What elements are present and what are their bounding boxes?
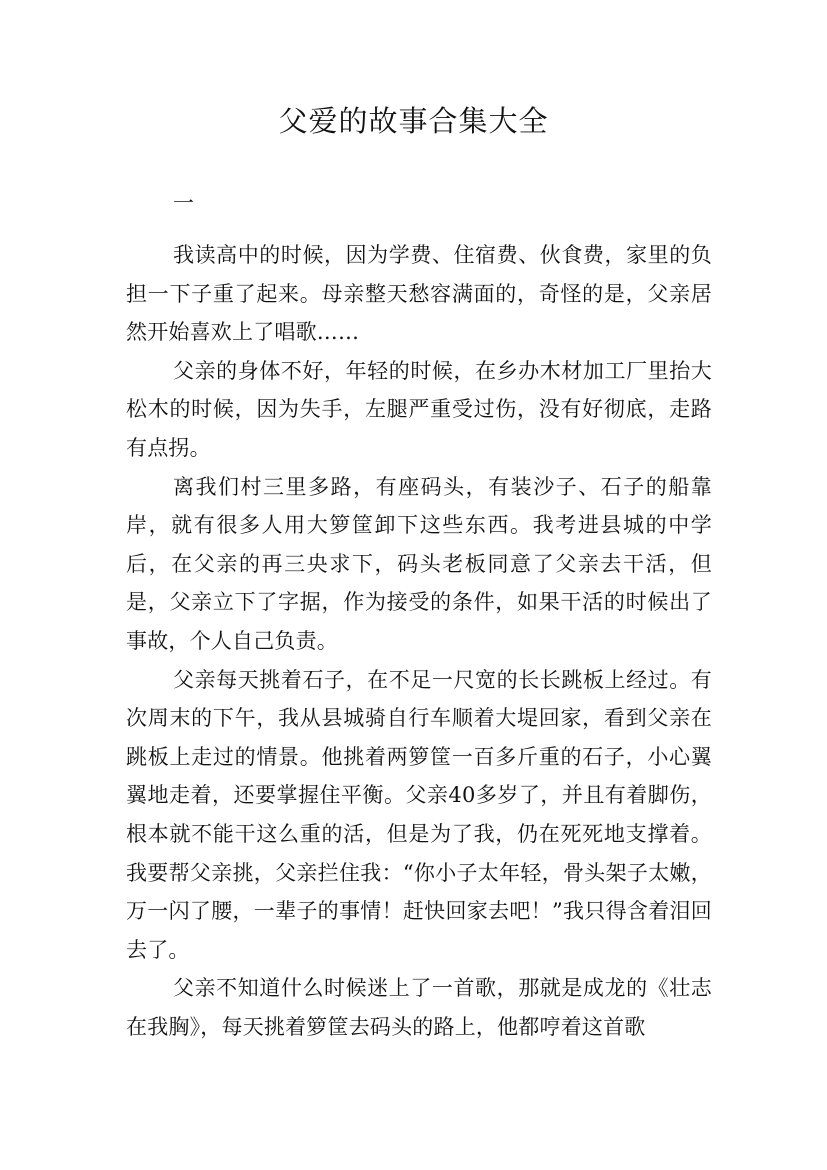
paragraph: 我读高中的时候，因为学费、住宿费、伙食费，家里的负担一下子重了起来。母亲整天愁容满面的，奇怪的是，父亲居然开始喜欢上了唱歌…… <box>126 243 712 345</box>
paragraph: 父亲不知道什么时候迷上了一首歌，那就是成龙的《壮志在我胸》，每天挑着箩筐去码头的路上，他都哼着这首歌 <box>126 976 712 1039</box>
section-number: 一 <box>173 191 194 215</box>
paragraph: 离我们村三里多路，有座码头，有装沙子、石子的船靠岸，就有很多人用大箩筐卸下这些东西。我考进县城的中学后，在父亲的再三央求下，码头老板同意了父亲去干活，但是，父亲立下了字据，作为接受的条件，如果干活的时候出了事故，个人自己负责。 <box>126 474 712 653</box>
document-title: 父爱的故事合集大全 <box>278 104 549 138</box>
document-body <box>126 184 712 1046</box>
paragraph: 父亲的身体不好，年轻的时候，在乡办木材加工厂里抬大松木的时候，因为失手，左腿严重受过伤，没有好彻底，走路有点拐。 <box>126 358 712 460</box>
paragraph: 父亲每天挑着石子，在不足一尺宽的长长跳板上经过。有次周末的下午，我从县城骑自行车顺着大堤回家，看到父亲在跳板上走过的情景。他挑着两箩筐一百多斤重的石子，小心翼翼地走着，还要掌握住平衡。父亲40多岁了，并且有着脚伤，根本就不能干这么重的活，但是为了我，仍在死死地支撑着。我要帮父亲挑，父亲拦住我：“你小子太年轻，骨头架子太嫩，万一闪了腰，一辈子的事情！赶快回家去吧！”我只得含着泪回去了。 <box>126 667 712 962</box>
